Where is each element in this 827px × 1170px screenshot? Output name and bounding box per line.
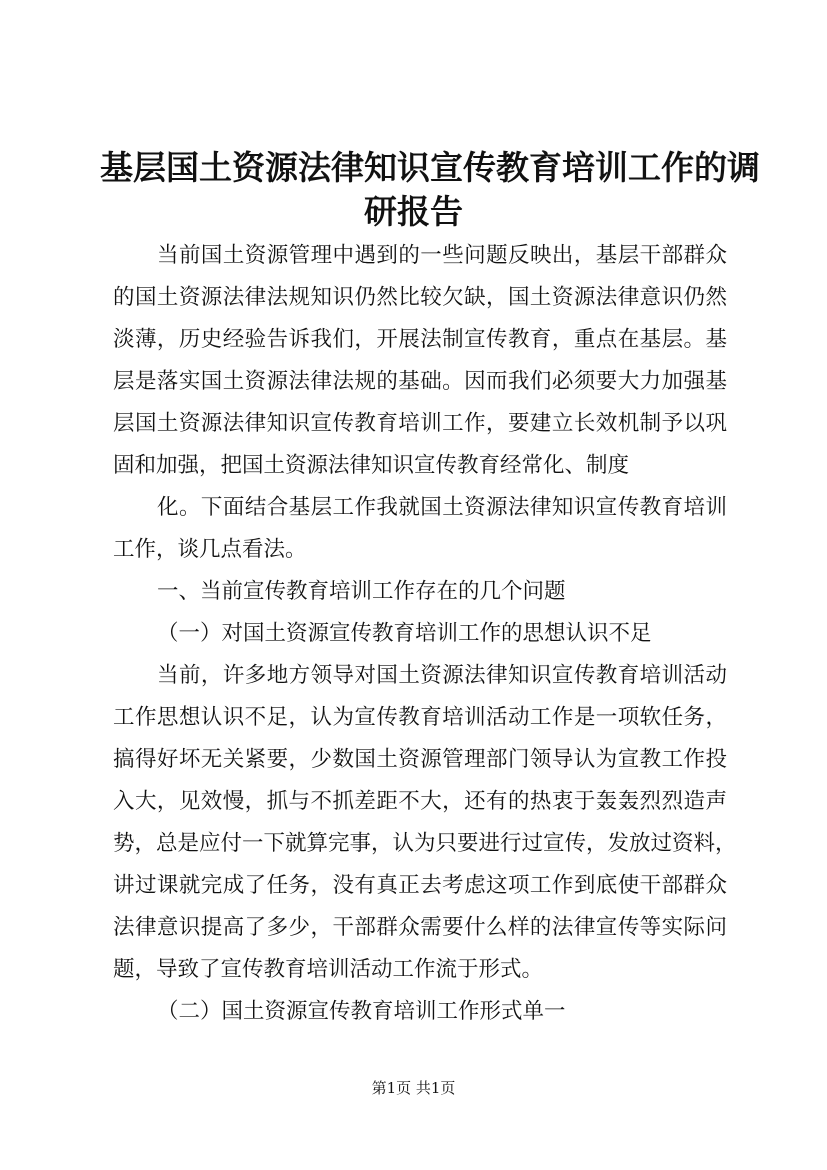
paragraph-line: 层是落实国土资源法律法规的基础。因而我们必须要大力加强基 (113, 369, 727, 394)
paragraph-line: 当前国土资源管理中遇到的一些问题反映出，基层干部群众 (157, 243, 727, 268)
subsection-heading: （二）国土资源宣传教育培训工作形式单一 (157, 999, 566, 1024)
section-heading: 一、当前宣传教育培训工作存在的几个问题 (157, 579, 566, 604)
paragraph-line: 固和加强，把国土资源法律知识宣传教育经常化、制度 (113, 453, 630, 478)
paragraph-line: 入大，见效慢，抓与不抓差距不大，还有的热衷于轰轰烈烈造声 (113, 789, 727, 814)
paragraph-line: 化。下面结合基层工作我就国土资源法律知识宣传教育培训 (157, 495, 727, 520)
paragraph-line: 工作，谈几点看法。 (113, 537, 307, 562)
paragraph-line: 的国土资源法律法规知识仍然比较欠缺，国土资源法律意识仍然 (113, 285, 727, 310)
document-title-line-1: 基层国土资源法律知识宣传教育培训工作的调 (100, 148, 760, 187)
paragraph-line: 法律意识提高了多少，干部群众需要什么样的法律宣传等实际问 (113, 915, 727, 940)
paragraph-line: 题，导致了宣传教育培训活动工作流于形式。 (113, 957, 544, 982)
document-title-line-2: 研报告 (364, 192, 463, 231)
paragraph-line: 层国土资源法律知识宣传教育培训工作，要建立长效机制予以巩 (113, 411, 727, 436)
paragraph-line: 淡薄，历史经验告诉我们，开展法制宣传教育，重点在基层。基 (113, 327, 727, 352)
paragraph-line: 工作思想认识不足，认为宣传教育培训活动工作是一项软任务， (113, 705, 727, 730)
page-footer: 第1页 共1页 (371, 1079, 456, 1097)
paragraph-line: 讲过课就完成了任务，没有真正去考虑这项工作到底使干部群众 (113, 873, 727, 898)
paragraph-line: 势，总是应付一下就算完事，认为只要进行过宣传，发放过资料， (113, 831, 737, 856)
paragraph-line: 搞得好坏无关紧要，少数国土资源管理部门领导认为宣教工作投 (113, 747, 727, 772)
subsection-heading: （一）对国土资源宣传教育培训工作的思想认识不足 (157, 621, 652, 646)
paragraph-line: 当前，许多地方领导对国土资源法律知识宣传教育培训活动 (157, 663, 727, 688)
